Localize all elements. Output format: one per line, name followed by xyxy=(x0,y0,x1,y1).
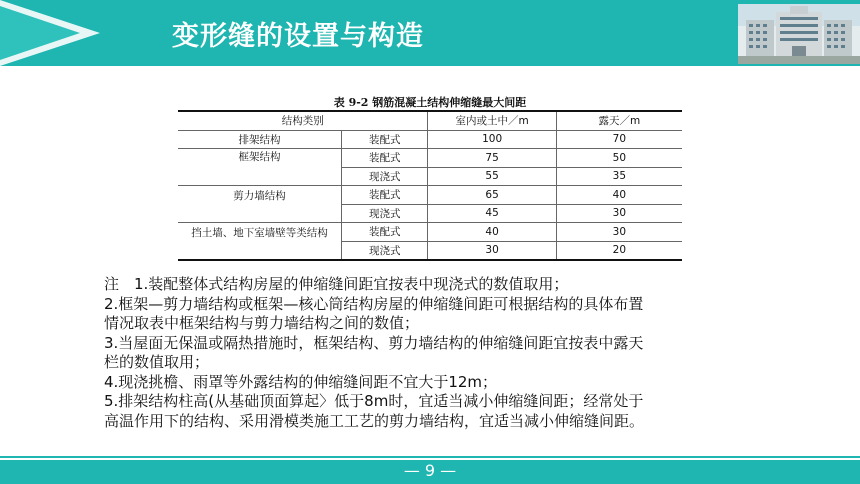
cell-outdoor: 40 xyxy=(556,186,682,205)
cell-indoor: 30 xyxy=(428,241,556,260)
table-row xyxy=(178,167,682,186)
note-line: 栏的数值取用； xyxy=(104,353,210,371)
cell-indoor: 100 xyxy=(428,130,556,149)
cell-indoor: 75 xyxy=(428,149,556,168)
cell-outdoor: 35 xyxy=(556,167,682,186)
cell-outdoor: 30 xyxy=(556,204,682,223)
cell-outdoor: 30 xyxy=(556,223,682,242)
cell-indoor: 55 xyxy=(428,167,556,186)
page-title: 变形缝的设置与构造 xyxy=(172,21,424,52)
table-caption: 表 9-2 钢筋混凝土结构伸缩缝最大间距 xyxy=(333,96,527,109)
column-header-outdoor: 露天／m xyxy=(556,111,682,130)
table-header-row xyxy=(178,111,682,130)
header-chevron-inner-decoration xyxy=(0,6,80,60)
cell-outdoor: 50 xyxy=(556,149,682,168)
cell-outdoor: 70 xyxy=(556,130,682,149)
column-header-indoor: 室内或土中／m xyxy=(428,111,556,130)
cell-type: 装配式 xyxy=(342,149,428,168)
table-row xyxy=(178,241,682,260)
cell-indoor: 45 xyxy=(428,204,556,223)
cell-category xyxy=(178,204,342,223)
header-bar xyxy=(0,0,860,66)
cell-category: 框架结构 xyxy=(178,149,342,168)
cell-category: 剪力墙结构 xyxy=(178,186,342,205)
table-row xyxy=(178,204,682,223)
page-number: — 9 — xyxy=(403,461,457,480)
expansion-joint-table xyxy=(178,110,682,261)
note-line: 2.框架—剪力墙结构或框架—核心筒结构房屋的伸缩缝间距可根据结构的具体布置 xyxy=(104,294,644,313)
cell-outdoor: 20 xyxy=(556,241,682,260)
note-line: 情况取表中框架结构与剪力墙结构之间的数值； xyxy=(104,314,420,332)
footer-divider xyxy=(0,456,860,458)
cell-category xyxy=(178,241,342,260)
cell-type: 现浇式 xyxy=(342,241,428,260)
table-row xyxy=(178,149,682,168)
cell-type: 现浇式 xyxy=(342,204,428,223)
cell-indoor: 65 xyxy=(428,186,556,205)
building-image xyxy=(738,4,860,64)
cell-category xyxy=(178,167,342,186)
note-line: 注 1.装配整体式结构房屋的伸缩缝间距宜按表中现浇式的数值取用； xyxy=(104,275,569,293)
note-line: 5.排架结构柱高(从基础顶面算起〉低于8m时，宜适当减小伸缩缝间距；经常处于 xyxy=(104,392,644,410)
table-row xyxy=(178,223,682,242)
cell-type: 现浇式 xyxy=(342,167,428,186)
note-line: 高温作用下的结构、采用滑模类施工工艺的剪力墙结构，宜适当减小伸缩缝间距。 xyxy=(104,411,645,430)
cell-category: 挡土墙、地下室墙壁等类结构 xyxy=(178,223,342,242)
cell-type: 装配式 xyxy=(342,186,428,205)
column-header-category: 结构类别 xyxy=(178,111,428,130)
note-line: 4.现浇挑檐、雨罩等外露结构的伸缩缝间距不宜大于12m； xyxy=(104,372,498,391)
table-row xyxy=(178,186,682,205)
cell-type: 装配式 xyxy=(342,130,428,149)
note-line: 3.当屋面无保温或隔热措施时，框架结构、剪力墙结构的伸缩缝间距宜按表中露天 xyxy=(104,333,644,352)
table-notes xyxy=(104,275,764,431)
cell-indoor: 40 xyxy=(428,223,556,242)
cell-type: 装配式 xyxy=(342,223,428,242)
cell-category: 排架结构 xyxy=(178,130,342,149)
table-row xyxy=(178,130,682,149)
